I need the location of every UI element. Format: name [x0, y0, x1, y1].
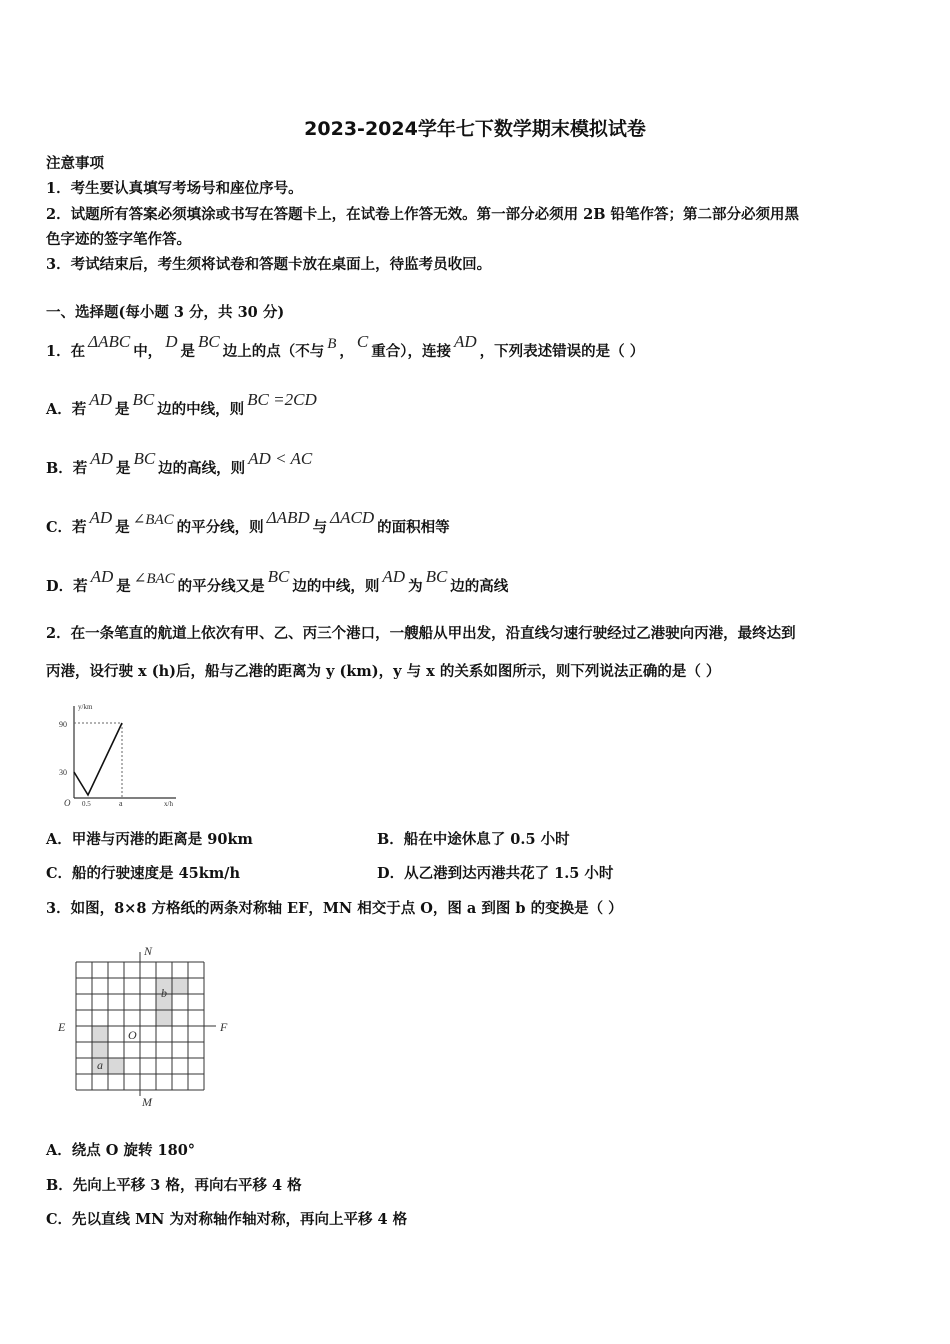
label-f: F [220, 1020, 228, 1034]
math-triangle-abc: ΔABC [88, 332, 131, 351]
x-axis-label: x/h [164, 800, 173, 808]
notice-item-3: 3．考试结束后，考生须将试卷和答题卡放在桌面上，待监考员收回。 [46, 256, 492, 273]
label-n: N [144, 944, 153, 958]
label-a: a [97, 1058, 103, 1072]
label-m: M [142, 1095, 152, 1109]
question-2-line-1: 2．在一条笔直的航道上依次有甲、乙、丙三个港口，一艘船从甲出发，沿直线匀速行驶经过乙港驶向丙港，最终达到 [46, 625, 796, 642]
question-3-option-a: A．绕点 O 旋转 180° [46, 1142, 196, 1159]
notice-item-2a: 2．试题所有答案必须填涂或书写在答题卡上，在试卷上作答无效。第一部分必须用 2B 铅笔作答；第二部分必须用黑 [46, 206, 800, 223]
question-3-option-c: C．先以直线 MN 为对称轴作轴对称，再向上平移 4 格 [46, 1211, 408, 1228]
notice-item-2b: 色字迹的签字笔作答。 [46, 231, 191, 248]
grid-figure [52, 940, 234, 1110]
question-2-option-d: D．从乙港到达丙港共花了 1.5 小时 [377, 865, 614, 882]
tick-x05: 0.5 [82, 800, 91, 808]
question-1-stem: 1．在ΔABC中，D是BC边上的点（不与 B ，C重合），连接AD，下列表述错误的是（ ） [46, 332, 645, 360]
question-3-stem: 3．如图，8×8 方格纸的两条对称轴 EF，MN 相交于点 O，图 a 到图 b 的变换是（ ） [46, 900, 623, 917]
label-b: b [161, 986, 167, 1000]
tick-y90: 90 [59, 720, 67, 729]
notice-item-1: 1．考生要认真填写考场号和座位序号。 [46, 180, 303, 197]
question-2-line-2: 丙港，设行驶 x (h)后，船与乙港的距离为 y (km)，y 与 x 的关系如图所示，则下列说法正确的是（ ） [46, 663, 721, 680]
question-1-option-b: B．若AD是BC边的高线，则AD < AC [46, 449, 313, 477]
question-2-option-c: C．船的行驶速度是 45km/h [46, 865, 240, 882]
question-3-option-b: B．先向上平移 3 格，再向右平移 4 格 [46, 1177, 302, 1194]
question-1-option-c: C．若AD是 ∠BAC 的平分线，则ΔABD与ΔACD的面积相等 [46, 508, 450, 536]
section-heading: 一、选择题(每小题 3 分，共 30 分) [46, 304, 285, 321]
graph-line [74, 723, 122, 795]
question-1-option-a: A．若AD是BC边的中线，则BC =2CD [46, 390, 317, 418]
page-title: 2023-2024学年七下数学期末模拟试卷 [304, 118, 646, 140]
label-e: E [58, 1020, 66, 1034]
question-2-option-b: B．船在中途休息了 0.5 小时 [377, 831, 570, 848]
y-axis-label: y/km [78, 703, 93, 711]
origin-label: O [64, 798, 71, 808]
notice-heading: 注意事项 [46, 155, 104, 172]
distance-time-graph [56, 700, 186, 810]
label-o: O [128, 1028, 137, 1042]
question-1-option-d: D．若AD是 ∠BAC 的平分线又是BC边的中线，则AD为BC边的高线 [46, 567, 509, 595]
tick-xa: a [119, 799, 123, 808]
tick-y30: 30 [59, 768, 67, 777]
question-2-option-a: A．甲港与丙港的距离是 90km [46, 831, 253, 848]
